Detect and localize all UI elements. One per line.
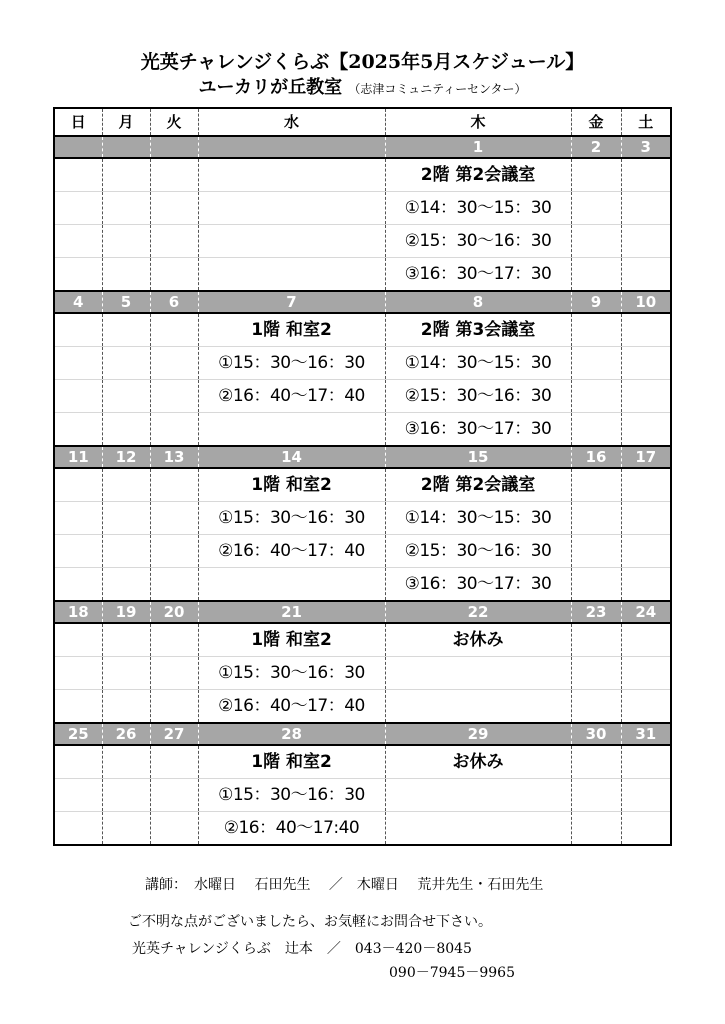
schedule-cell	[198, 192, 385, 225]
schedule-cell	[54, 225, 102, 258]
schedule-cell	[102, 568, 150, 602]
schedule-cell	[102, 347, 150, 380]
schedule-cell	[150, 745, 198, 779]
schedule-cell: 1階 和室2	[198, 468, 385, 502]
schedule-row	[54, 192, 671, 225]
date-cell: 22	[385, 601, 571, 623]
schedule-cell	[571, 313, 621, 347]
contact-phone-2: 090－7945－9965	[389, 965, 515, 981]
date-row	[54, 291, 671, 313]
schedule-cell	[54, 468, 102, 502]
page-title: 光英チャレンジくらぶ【2025年5月スケジュール】	[140, 51, 585, 73]
date-cell	[198, 136, 385, 158]
date-cell: 28	[198, 723, 385, 745]
schedule-cell	[102, 158, 150, 192]
schedule-cell	[385, 812, 571, 846]
date-cell: 6	[150, 291, 198, 313]
teachers-line: 講師： 水曜日 石田先生 ／ 木曜日 荒井先生・石田先生	[145, 877, 544, 893]
schedule-cell	[571, 258, 621, 292]
schedule-row	[54, 690, 671, 724]
schedule-cell: 2階 第2会議室	[385, 158, 571, 192]
schedule-cell: ③16：30〜17：30	[385, 258, 571, 292]
schedule-cell: お休み	[385, 745, 571, 779]
schedule-cell	[150, 502, 198, 535]
date-row	[54, 446, 671, 468]
schedule-row	[54, 502, 671, 535]
schedule-cell	[571, 225, 621, 258]
schedule-cell	[150, 690, 198, 724]
schedule-cell: ①14：30〜15：30	[385, 347, 571, 380]
schedule-cell	[54, 535, 102, 568]
schedule-cell	[102, 380, 150, 413]
schedule-cell	[102, 502, 150, 535]
schedule-cell	[102, 468, 150, 502]
schedule-cell	[54, 380, 102, 413]
schedule-cell	[102, 313, 150, 347]
date-cell: 12	[102, 446, 150, 468]
date-cell: 11	[54, 446, 102, 468]
date-cell: 1	[385, 136, 571, 158]
schedule-cell	[621, 225, 671, 258]
schedule-cell	[571, 158, 621, 192]
schedule-cell	[54, 623, 102, 657]
schedule-cell: 1階 和室2	[198, 745, 385, 779]
schedule-cell	[150, 158, 198, 192]
schedule-cell	[621, 158, 671, 192]
schedule-cell: ②16：40〜17：40	[198, 690, 385, 724]
schedule-cell: ①14：30〜15：30	[385, 502, 571, 535]
schedule-cell	[54, 690, 102, 724]
date-cell: 9	[571, 291, 621, 313]
date-cell: 30	[571, 723, 621, 745]
date-cell: 16	[571, 446, 621, 468]
schedule-cell: ①15：30〜16：30	[198, 657, 385, 690]
date-row	[54, 723, 671, 745]
schedule-cell	[102, 745, 150, 779]
schedule-cell	[571, 779, 621, 812]
schedule-cell	[385, 779, 571, 812]
schedule-cell	[150, 657, 198, 690]
date-cell: 5	[102, 291, 150, 313]
date-cell: 8	[385, 291, 571, 313]
schedule-row	[54, 258, 671, 292]
schedule-row	[54, 158, 671, 192]
schedule-cell	[54, 568, 102, 602]
schedule-cell	[621, 535, 671, 568]
date-cell: 14	[198, 446, 385, 468]
date-cell: 29	[385, 723, 571, 745]
schedule-cell	[385, 657, 571, 690]
schedule-cell	[150, 192, 198, 225]
schedule-cell	[54, 313, 102, 347]
schedule-cell	[54, 779, 102, 812]
schedule-cell	[150, 413, 198, 447]
schedule-cell	[621, 258, 671, 292]
date-cell	[54, 136, 102, 158]
schedule-cell	[150, 468, 198, 502]
schedule-cell	[198, 258, 385, 292]
date-cell: 27	[150, 723, 198, 745]
contact-line: 光英チャレンジくらぶ 辻本 ／ 043－420－8045	[132, 941, 472, 957]
schedule-cell	[621, 779, 671, 812]
date-cell: 21	[198, 601, 385, 623]
schedule-cell	[571, 623, 621, 657]
schedule-cell: ①14：30〜15：30	[385, 192, 571, 225]
schedule-row	[54, 657, 671, 690]
date-cell: 26	[102, 723, 150, 745]
schedule-cell	[54, 158, 102, 192]
schedule-cell: ①15：30〜16：30	[198, 779, 385, 812]
schedule-cell: ③16：30〜17：30	[385, 413, 571, 447]
date-cell: 18	[54, 601, 102, 623]
date-cell	[102, 136, 150, 158]
schedule-cell	[571, 192, 621, 225]
weekday-header: 日	[54, 108, 102, 136]
schedule-cell	[571, 745, 621, 779]
date-cell: 2	[571, 136, 621, 158]
weekday-header: 月	[102, 108, 150, 136]
date-cell	[150, 136, 198, 158]
schedule-cell	[54, 745, 102, 779]
schedule-cell	[54, 502, 102, 535]
schedule-row	[54, 347, 671, 380]
schedule-cell: ①15：30〜16：30	[198, 502, 385, 535]
schedule-cell	[150, 313, 198, 347]
schedule-cell	[102, 413, 150, 447]
schedule-cell	[621, 502, 671, 535]
schedule-cell: ②15：30〜16：30	[385, 535, 571, 568]
schedule-cell	[198, 413, 385, 447]
weekday-header: 木	[385, 108, 571, 136]
schedule-cell	[54, 258, 102, 292]
schedule-cell	[571, 502, 621, 535]
schedule-cell: お休み	[385, 623, 571, 657]
venue-note: （志津コミュニティーセンター）	[348, 82, 527, 96]
schedule-cell	[621, 380, 671, 413]
schedule-cell	[54, 657, 102, 690]
weekday-header: 火	[150, 108, 198, 136]
schedule-row	[54, 623, 671, 657]
schedule-cell	[150, 535, 198, 568]
schedule-row	[54, 380, 671, 413]
date-cell: 25	[54, 723, 102, 745]
schedule-cell	[621, 812, 671, 846]
schedule-cell: ②15：30〜16：30	[385, 380, 571, 413]
schedule-cell: 1階 和室2	[198, 623, 385, 657]
date-cell: 15	[385, 446, 571, 468]
date-cell: 23	[571, 601, 621, 623]
date-cell: 3	[621, 136, 671, 158]
schedule-cell	[102, 623, 150, 657]
page-subtitle	[0, 73, 725, 99]
schedule-cell	[571, 535, 621, 568]
classroom-name: ユーカリが丘教室	[198, 77, 343, 98]
schedule-cell	[54, 192, 102, 225]
schedule-cell	[102, 690, 150, 724]
schedule-cell	[571, 347, 621, 380]
schedule-cell	[54, 413, 102, 447]
schedule-cell	[54, 812, 102, 846]
date-cell: 24	[621, 601, 671, 623]
schedule-cell	[198, 158, 385, 192]
date-cell: 7	[198, 291, 385, 313]
schedule-cell	[621, 745, 671, 779]
schedule-cell	[571, 568, 621, 602]
schedule-row	[54, 745, 671, 779]
date-row	[54, 136, 671, 158]
schedule-cell: 1階 和室2	[198, 313, 385, 347]
schedule-cell: ①15：30〜16：30	[198, 347, 385, 380]
date-cell: 31	[621, 723, 671, 745]
schedule-cell	[571, 380, 621, 413]
contact-question: ご不明な点がございましたら、お気軽にお問合せ下さい。	[128, 914, 492, 930]
schedule-cell	[621, 347, 671, 380]
schedule-cell: ②16：40〜17：40	[198, 380, 385, 413]
schedule-cell	[102, 657, 150, 690]
date-cell: 4	[54, 291, 102, 313]
weekday-header: 水	[198, 108, 385, 136]
schedule-cell	[102, 779, 150, 812]
schedule-cell	[621, 313, 671, 347]
schedule-cell: ③16：30〜17：30	[385, 568, 571, 602]
schedule-cell	[150, 623, 198, 657]
schedule-cell	[571, 812, 621, 846]
schedule-cell	[150, 225, 198, 258]
schedule-row	[54, 568, 671, 602]
schedule-cell	[621, 192, 671, 225]
schedule-cell	[102, 225, 150, 258]
schedule-row	[54, 468, 671, 502]
weekday-header: 金	[571, 108, 621, 136]
schedule-cell	[150, 258, 198, 292]
schedule-cell	[150, 568, 198, 602]
schedule-cell	[150, 779, 198, 812]
schedule-cell	[571, 657, 621, 690]
schedule-cell	[621, 690, 671, 724]
schedule-cell	[571, 690, 621, 724]
schedule-cell	[150, 380, 198, 413]
weekday-header-row	[54, 108, 671, 136]
date-cell: 10	[621, 291, 671, 313]
date-cell: 20	[150, 601, 198, 623]
weekday-header: 土	[621, 108, 671, 136]
date-cell: 13	[150, 446, 198, 468]
schedule-row	[54, 225, 671, 258]
date-cell: 17	[621, 446, 671, 468]
schedule-row	[54, 779, 671, 812]
schedule-row	[54, 812, 671, 846]
schedule-cell	[198, 568, 385, 602]
schedule-cell	[102, 192, 150, 225]
schedule-row	[54, 535, 671, 568]
schedule-cell: ②15：30〜16：30	[385, 225, 571, 258]
schedule-cell	[621, 568, 671, 602]
schedule-cell	[621, 468, 671, 502]
schedule-cell	[150, 347, 198, 380]
schedule-cell	[102, 535, 150, 568]
schedule-cell	[621, 413, 671, 447]
schedule-cell	[198, 225, 385, 258]
schedule-cell: ②16：40〜17:40	[198, 812, 385, 846]
schedule-cell	[102, 812, 150, 846]
schedule-cell: ②16：40〜17：40	[198, 535, 385, 568]
schedule-cell	[150, 812, 198, 846]
schedule-cell	[571, 468, 621, 502]
schedule-cell	[102, 258, 150, 292]
schedule-cell	[54, 347, 102, 380]
schedule-cell: 2階 第3会議室	[385, 313, 571, 347]
date-row	[54, 601, 671, 623]
schedule-cell	[621, 623, 671, 657]
date-cell: 19	[102, 601, 150, 623]
schedule-cell	[385, 690, 571, 724]
schedule-cell	[621, 657, 671, 690]
schedule-cell: 2階 第2会議室	[385, 468, 571, 502]
schedule-row	[54, 413, 671, 447]
schedule-cell	[571, 413, 621, 447]
schedule-row	[54, 313, 671, 347]
schedule-calendar	[53, 107, 672, 846]
